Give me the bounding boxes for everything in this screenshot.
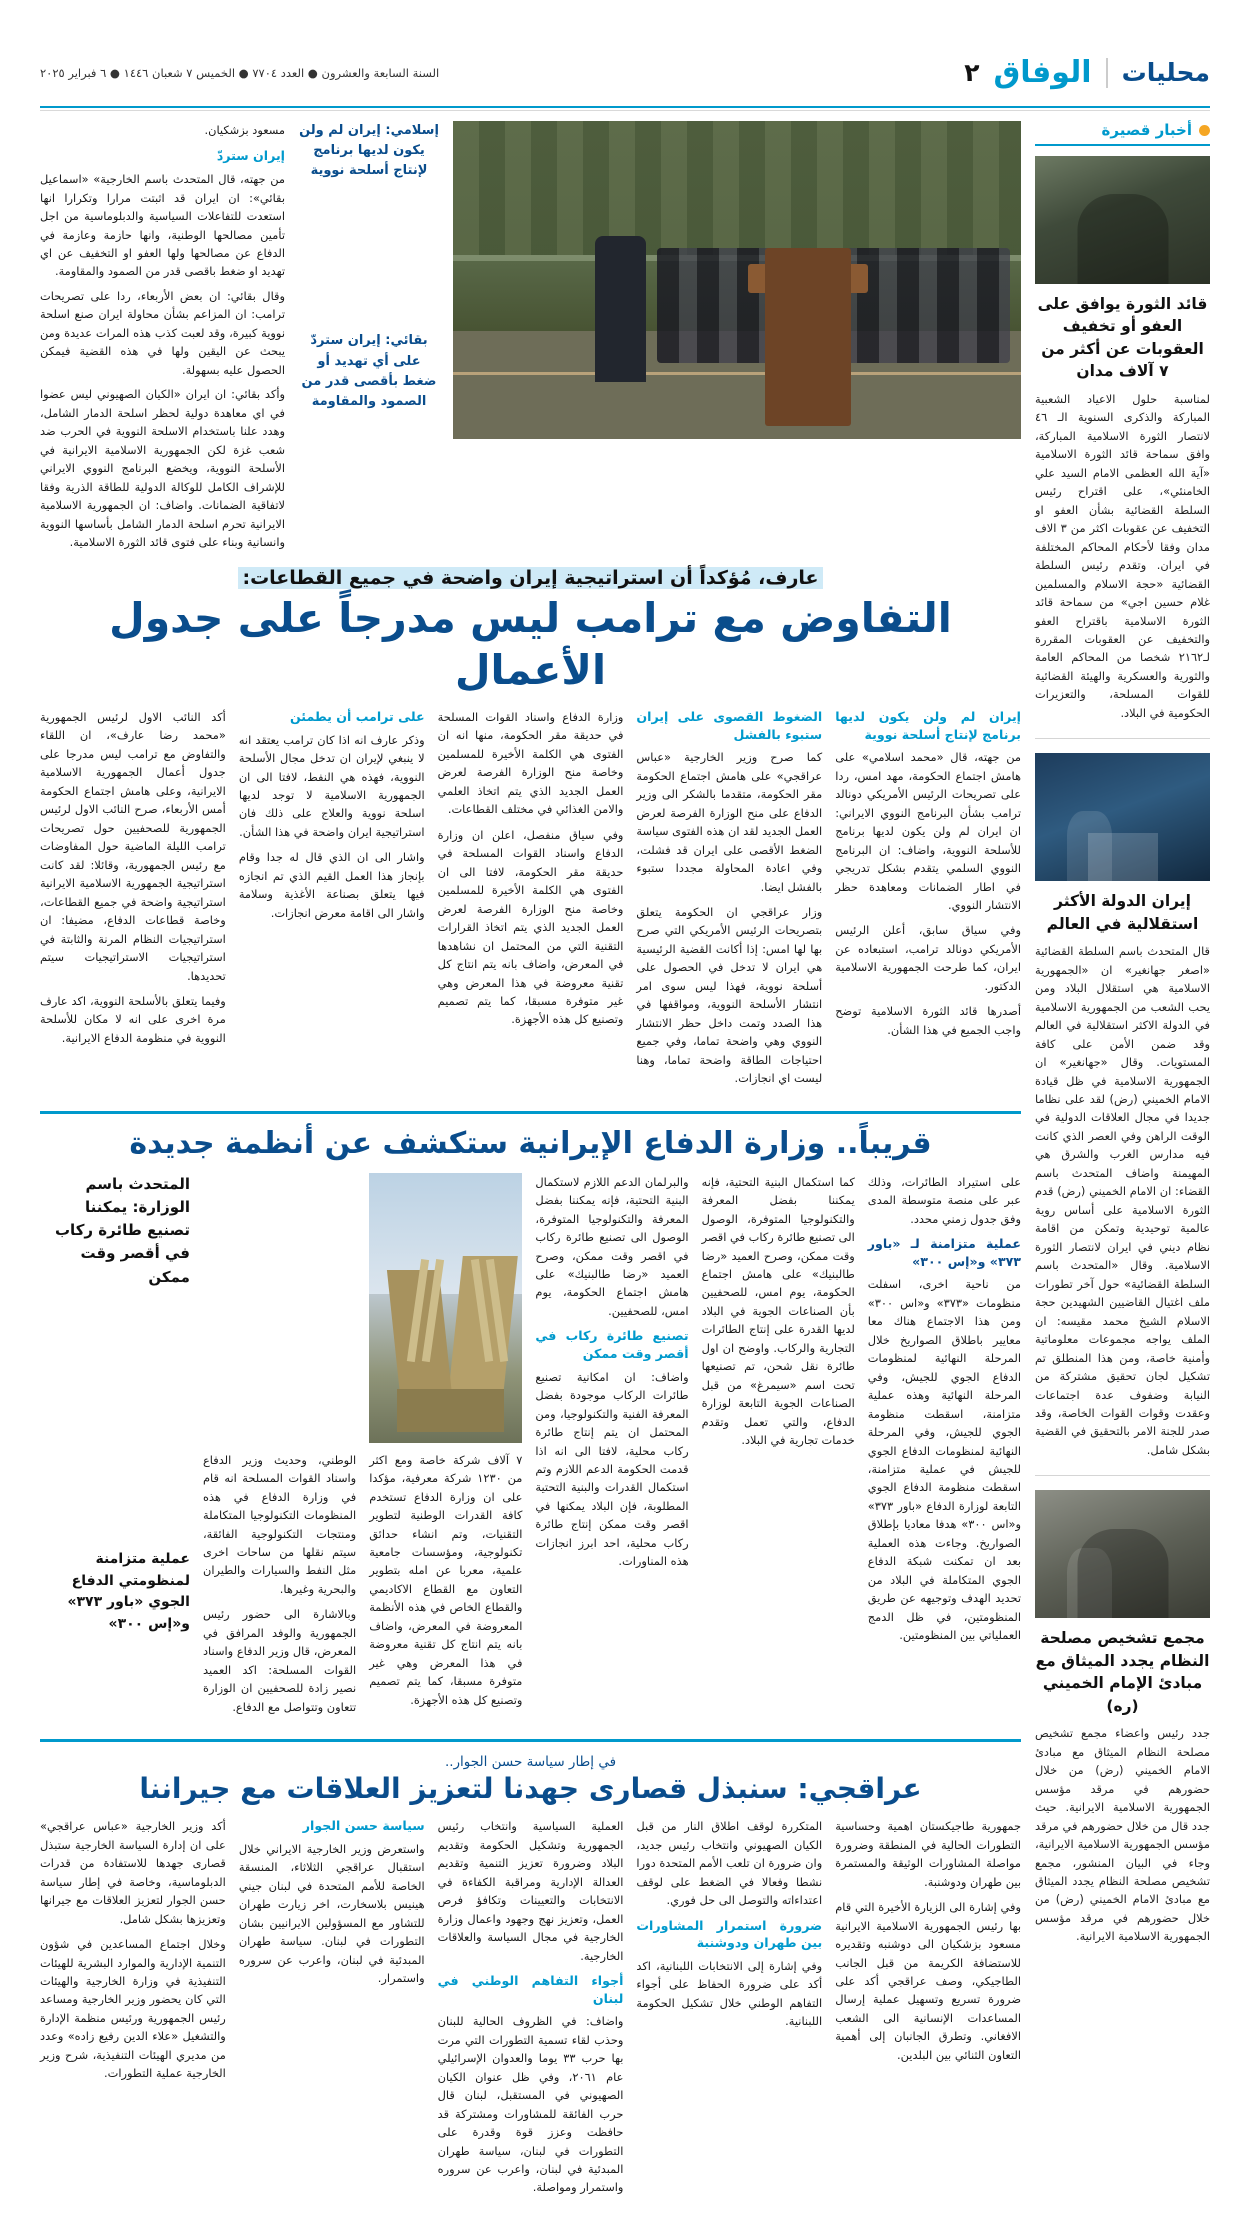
sidebar-divider [1035, 1475, 1210, 1476]
sidebar-photo-assembly [1035, 1490, 1210, 1618]
story2-col-4 [369, 1173, 522, 1724]
col-para: وذكر عارف انه اذا كان ترامب يعتقد انه لا ينبغي لإيران ان تدخل مجال الأسلحة النووية، فهذه هي النفط، لافتا الى ان الجمهورية الاسلامية لا توجد لديها اسلحة نووية والعلاج على ذلك فان استراتيجية ايران واضحة في هذا الشأن. [238, 732, 425, 839]
col-para: وفي إشارة الى الزيارة الأخيرة التي قام بها رئيس الجمهورية الاسلامية الايرانية مسعود بزشكيان الى دوشنبه وتقديره للاستضافة الكريمة من قبل الجانب الطاجيكي، وصف عراقجي أكد على ضرورة تسريع وتسهيل عملية إرسال المساعدات الإنسانية الى الشعب الافغاني. وتطرق الجانبان إلى أهمية التعاون الثنائي بين البلدين. [835, 1900, 1021, 2062]
top-story-columns [40, 708, 1021, 1095]
story3-col-1 [835, 1817, 1021, 2204]
sidebar-item-text: لمناسبة حلول الاعياد الشعبية المباركة والذكرى السنوية الـ ٤٦ لانتصار الثورة الاسلامية المباركة، وافق سماحة قائد الثورة الاسلامية «آية الله العظمى الامام السيد علي الخامنئي»، على اقتراح رئيس السلطة القضائية بشأن العفو او التخفيف عن عقوبات اكثر من ٣ الاف مدان وفقا لأحكام المحاكم المختلفة في ايران. وتقدم رئيس السلطة القضائية «حجة الاسلام والمسلمين غلام حسين اجي» من سماحة قائد الثورة الاسلامية باقتراح العفو والتخفيف عن العقوبات المقررة لـ٢١٦٢ شخصا من المحاكم العامة والثورية والعسكرية والهيئة القضائية للقوات المسلحة، والتعزيرات الحكومية في البلاد. [1035, 391, 1210, 720]
top-col-5 [40, 708, 226, 1095]
col-para: أكد النائب الاول لرئيس الجمهورية «محمد رضا عارف»، ان اللقاء والتفاوض مع ترامب ليس مدرجا على جدول أعمال الجمهورية الاسلامية الايرانية، وعلى هامش اجتماع الحكومة أمس الأربعاء، صرح النائب الاول لرئيس الجمهورية للصحفيين حول تصريحات ترامب الليلة الماضية حول المفاوضات مع رئيس الجمهورية، وقائلا: لقد كانت استراتيجية الجمهورية الاسلامية الايرانية استراتيجية واضحة في جميع القطاعات، وخاصة قطاعات الدفاع، مضيفا: ان استراتيجيات النظام المرنة والثابتة في استراتيجيات الاستراتيجيات سيتم تحديدها. [40, 709, 226, 983]
side-para-3: وأكد بقائي: ان ايران «الكيان الصهيوني ليس عضوا في اي معاهدة دولية لحظر اسلحة الدمار الشامل، وهدد علنا باستخدام الاسلحة النووية في الحرب ضد شعب غزة لكن الجمهورية الاسلامية الايرانية في الأسلحة النووية، ويخضع البرنامج النووي الايراني للإشراف الكامل للوكالة الدولية للطاقة الذرية وفقا لاتفاقية الضمانات. واضاف: ان الجمهورية الاسلامية الايرانية تحرم اسلحة الدمار الشامل بأساسها النووية وانسانية وبناء على فتوى قائد الثورة الاسلامية. [40, 387, 285, 549]
col-subhead: سياسة حسن الجوار [302, 1818, 425, 1834]
col-para: والبرلمان الدعم اللازم لاستكمال البنية التحتية، فإنه يمكننا بفضل المعرفة والتكنولوجيا المتوفرة، الوصول الى تصنيع طائرة ركاب في اقصر وقت ممكن، وصرح العميد «رضا طالبنيك» على هامش اجتماع الحكومة، يوم امس، للصحفيين. [535, 1174, 689, 1318]
story3-col-3 [438, 1817, 624, 2204]
top-story-side-text [40, 121, 285, 551]
sidebar-divider [1035, 738, 1210, 739]
col-para: جمهورية طاجيكستان اهمية وحساسية التطورات الحالية في المنطقة وضرورة مواصلة المشاورات الوثيقة والمستمرة بين طهران ودوشنبة. [835, 1819, 1021, 1889]
masthead-rule [40, 106, 1210, 108]
caption-kicker: إسلامي: إيران لم ولن يكون لديها برنامج لإنتاج أسلحة نووية [299, 123, 439, 179]
col-subhead: أجواء التفاهم الوطني في لبنان [437, 1972, 624, 2006]
sidebar-short-news [1035, 121, 1210, 2204]
paper-name: الوفاق [993, 55, 1092, 90]
col-para: الوطني، وحديث وزير الدفاع واسناد القوات المسلحة انه قام في وزارة الدفاع في هذه المنظومات التكنولوجيا المتكاملة ومنتجات التكنولوجية الفائقة، سيتم نقلها من ساحات اخرى مثل النفط والسيارات والطيران والبحرية وغيرها. [202, 1452, 357, 1596]
col-para: وزار عراقجي ان الحكومة يتعلق بتصريحات الرئيس الأمريكي التي صرح بها لها امس: إذا أكانت القضية الرئيسية هي ايران لا تدخل في الحصول على أسلحة نووية، فهذا ليس سوى امر انتشار الأسلحة النووية، ومواقفها في هذا الصدد وتمت داخل حظر الانتشار النووي وهي واضحة تماما، وفي جميع احتياجات الطاقة واضحة تماما، وهنا ليست اي انجازات. [636, 904, 823, 1086]
story2-block [40, 1173, 1021, 1724]
col-para: وفي سياق منفصل، اعلن ان وزارة الدفاع واسناد القوات المسلحة في حديقة مقر الحكومة، لافتا الى ان الفتوى هي الكلمة الأخيرة للمسلمين وخاصة منح الوزارة الفرصة لعرض العمل الجديد الذي يتم اتخاذ القرارات التقنية التي من المحتمل ان نشاهدها في المعرض، واضاف بانه يتم انتاج كل تقنية معروضة في هذا المعرض وهي غير متوفرة مسبقا، كما يتم تصميم وتصنيع كل هذه الأجهزة. [437, 827, 624, 1027]
story3-kicker: في إطار سياسة حسن الجوار.. [444, 1754, 617, 1771]
col-para: ٧ آلاف شركة خاصة ومع اكثر من ١٢٣٠ شركة معرفية، مؤكدا على ان وزارة الدفاع تستخدم كافة القدرات الوطنية لتطوير التقنيات، وتم انشاء حدائق تكنولوجية، ومؤسسات جامعية علمية، معربا عن امله بتطوير التعاون مع القطاع الاكاديمي والقطاع الخاص في هذه الأنظمة المعروضة في المعرض، واضاف بانه يتم انتاج كل تقنية معروضة في هذا المعرض وهي غير متوفرة مسبقا، كما يتم تصميم وتصنيع كل هذه الأجهزة. [369, 1452, 523, 1707]
sidebar-item-3[interactable] [1035, 1490, 1210, 1946]
top-story-block [40, 121, 1021, 551]
story2-lead-col [40, 1173, 190, 1724]
story3-headline: عراقجي: سنبذل قصارى جهدنا لتعزيز العلاقات مع جيراننا [139, 1772, 922, 1806]
side-subhead: إيران ستردّ [216, 148, 285, 164]
col-para: من ناحية اخرى، اسفلت منظومات «٣٧٣» و«اس ٣٠٠» ومن هذا الاجتماع هناك معا معايير باطلاق الصواريخ خلال المرحلة النهائية لمنظومات الدفاع الجوي للجيش، وفي المرحلة النهائية وهذه عملية متزامنة، اسقطت منظومة الجوي للجيش، وفي المرحلة النهائية لمنظومات الدفاع الجوي للجيش في عملية متزامنة، اسقطت منظومة الدفاع الجوي التابعة لوزارة الدفاع «باور ٣٧٣» و«اس ٣٠٠» هدفا معاديا بإطلاق الصواريخ. وجاءت هذه العملية بعد ان تمكنت شبكة الدفاع الجوي المتكاملة في البلاد من تحديد الهدف وتوجيهه عن طريق المنظومتين، في ظل الدمج العملياتي بين المنظومتين. [867, 1277, 1022, 1643]
col-para: واشار الى ان الذي قال له جدا وقام بإنجاز هذا العمل القيم الذي تم انجازه فيها يتعلق بصناعة الأغذية وسلامة واشار الى اقامة معرض انجازات. [238, 850, 425, 920]
caption-lead: بقائي: إيران ستردّ على أي تهديد أو ضغط بأقصى قدر من الصمود والمقاومة [301, 333, 437, 409]
side-note: مسعود بزشكيان. [204, 123, 285, 137]
section-divider-2 [40, 1739, 1021, 1742]
masthead-brand [964, 55, 1210, 90]
story2-col-2 [702, 1173, 855, 1724]
story3-columns [40, 1817, 1021, 2204]
story3-col-4 [239, 1817, 425, 2204]
sidebar-item-text: قال المتحدث باسم السلطة القضائية «اصغر جهانغير» ان «الجمهورية الاسلامية هي استقلال البلاد ومن يحب الشعب من الجمهورية الاسلامية في الدولة الاكثر استقلالية في العالم وقد ضمن الأمن على كافة المستويات. وقال «جهانغير» ان الجمهورية الاسلامية في ظل قيادة الامام الخميني (رض) لقد على نظاما جديدا في مجال العلاقات الدولية في الوقت الراهن وفي العصر الذي كانت فيه مدارس الغرب والشرق هي المهيمنة واضاف المتحدث باسم القضاء: ان الامام الخميني (رض) قدم الثورة الاسلامية على أساس روية عالمية توحيدية وتمكن من اقامة نظام ديني في ايران لانتصار الثورة الاسلامية. وقال «المتحدث باسم السلطة القضائية» حول آخر تطورات ملف اغتيال القاضيين الشهيدين حجة الاسلام الشيخ محمد مقيسه: ان الملف يواجه مجموعات معلوماتية وأمنية خاصة، ومن هذا المنطلق تم تشكيل لجان تحقيق مشتركة من النيابة وضفوف عدة اجتماعات وعقدت وقوات القوات الخاصة، وقد صدر للجنة الامر بالتحقيق في القضية بشكل شامل. [1035, 944, 1210, 1457]
col-para: وفي إشارة إلى الانتخابات اللبنانية، اكد أكد على ضرورة الحفاظ على أجواء التفاهم الوطني خلال تشكيل الحكومة اللبنانية. [636, 1958, 823, 2029]
col-note: أصدرها قائد الثورة الاسلامية توضح واجب الجميع في هذا الشأن. [835, 1004, 1021, 1037]
top-story-headline: التفاوض مع ترامب ليس مدرجاً على جدول الأعمال [109, 594, 952, 694]
top-story-photo-wrap [453, 121, 1021, 439]
side-para-2: وقال بقائي: ان بعض الأربعاء، ردا على تصريحات ترامب: ان المزاعم بشأن محاولة ايران صنع اسلحة نووية كبيرة، وقد لعبت كذب هذه المرات عديدة ومن يبحث عن اليقين ولها في هذه القضية فيمكن الحصول عليه بسهولة. [40, 288, 285, 377]
masthead-divider [1106, 58, 1108, 88]
col-para: واستعرض وزير الخارجية الايراني خلال استقبال عراقجي الثلاثاء، المنسقة الخاصة للأمم المتحدة في لبنان جيني هينيس بلاسخارت، اخر زيارت طهران للتشاور مع المسؤولين الايرانيين بشان التطورات في لبنان. سياسة طهران المبدئية في لبنان، واعرب عن سروره واستمرار. [238, 1841, 425, 1986]
col-subhead: عملية متزامنة لـ «باور ٣٧٣» و«إس ٣٠٠» [867, 1236, 1021, 1269]
top-col-4 [239, 708, 425, 1095]
col-para: من جهته، قال «محمد اسلامي» على هامش اجتماع الحكومة، مهد امس، ردا على تصريحات الرئيس الأمريكي دونالد ترامب بشأن البرنامج النووي الايراني: ان ايران لم ولن يكون لديها برنامج للأسلحة النووية، واضاف: ان البرنامج النووي السلمي يتقدم بشكل تدريجي في اطار الضمانات ومعاهدة حظر الانتشار النووي. [835, 750, 1021, 912]
col-para: العملية السياسية وانتخاب رئيس الجمهورية وتشكيل الحكومة وتقديم البلاد وضرورة تعزيز التنمية وتقديم العدالة الإدارية ومراقبة الكفاءة في الانتخابات والتعيينات وتكافؤ فرص العمل، وتعزيز نهج وجهود واعمال وزارة الخارجية في مجال السياسة والعلاقات الخارجية. [437, 1819, 624, 1963]
page-number: ٢ [964, 58, 980, 87]
col-para: وفي سياق سابق، أعلن الرئيس الأمريكي دونالد ترامب، استبعاده عن ايران، كما طرحت الجمهورية الاسلامية الدكتور. [835, 923, 1021, 993]
masthead [0, 0, 1250, 100]
story2-photo-air-defense [369, 1173, 522, 1443]
sidebar-photo-khamenei [1035, 156, 1210, 284]
story2-lead: المتحدث باسم الوزارة: يمكننا تصنيع طائرة ركاب في أقصر وقت ممكن [54, 1174, 190, 1286]
col-subhead: على ترامب أن يطمئن [289, 708, 425, 724]
col-para: وزارة الدفاع واسناد القوات المسلحة في حديقة مقر الحكومة، منها انه ان الفتوى هي الكلمة الأخيرة للمسلمين وخاصة منح الوزارة الفرصة لعرض العمل الجديد الذي يتم اتخاذ العلمي والامن الغذائي في مختلف القطاعات. [437, 709, 624, 817]
sidebar-item-title: إيران الدولة الأكثر استقلالية في العالم [1046, 892, 1199, 933]
col-para: كما صرح وزير الخارجية «عباس عراقجي» على هامش اجتماع الحكومة مقر الحكومة، متقدما بالشكر الى وزير الدفاع على منح الوزارة الفرصة لعرض العمل الجديد لقد ان هذه الفتوى سياسة الضغط الأقصى على ايران قد فشلت، وفي اعادة المحاولة مجددا ستبوء بالفشل ايضا. [636, 750, 823, 894]
col-para: وفيما يتعلق بالأسلحة النووية، اكد عارف مرة اخرى على انه لا مكان للأسلحة النووية في منظومة الدفاع الايرانية. [40, 994, 226, 1045]
sidebar-item-text: جدد رئيس واعضاء مجمع تشخيص مصلحة النظام الميثاق مع مبادئ الامام الخميني (رض) من خلال حضورهم في مرقد مؤسس الجمهورية الاسلامية الايرانية. حيث جدد قال من خلال حضورهم في مرقد مؤسس الجمهورية الاسلامية الايرانية، وجاء في البيان المنشور، مجمع تشخيص مصلحة النظام يجدد الميثاق مع مبادئ الامام الخميني (رض) من خلال حضورهم في مرقد مؤسس الجمهورية الاسلامية الايرانية. [1035, 1726, 1210, 1944]
col-para: على استيراد الطائرات، وذلك عبر على منصة متوسطة المدى وفق جدول زمني محدد. [867, 1174, 1021, 1226]
top-col-2 [636, 708, 822, 1095]
section-name: محليات [1121, 58, 1210, 87]
col-subhead: تصنيع طائرة ركاب في أقصر وقت ممكن [535, 1328, 689, 1362]
col-subhead: ضرورة استمرار المشاورات بين طهران ودوشنبة [636, 1917, 823, 1951]
section-divider-1 [40, 1111, 1021, 1114]
sidebar-header [1035, 121, 1210, 146]
story2-col-5 [203, 1173, 356, 1724]
col-para: واضاف: في الظروف الحالية للبنان وحذب لقاء تسمية التطورات التي مرت بها حرب ٣٣ يوما والعدوان الإسرائيلي عام ٢٠٦١، وفي ظل عنوان الكيان الصهيوني في المستقبل، لبنان قال حرب الفائقة للمشاورات ومشتركة قد حافظت وعزز قوة وقدرة على التطورات في لبنان، سياسة طهران المبدئية في لبنان، واعرب عن سروره واستمرار ومواصلة. [437, 2014, 624, 2195]
main-column [40, 121, 1021, 2204]
side-para-1: من جهته، قال المتحدث باسم الخارجية» «اسماعيل بقائي»: ان ايران قد اثبتت مرارا وتكرارا انها استعدت للتفاعلات السياسية والدبلوماسية من اجل تأمين مصالحها الوطنية، وانها حازمة وعازمة في الدفاع عن مصالحها ولها العفو او التخفيف عن اي تهديد او ضغط باقصى قدر من الصمود والمقاومة. [40, 172, 285, 279]
col-subhead: إيران لم ولن يكون لديها برنامج لإنتاج أسلحة نووية [835, 708, 1021, 742]
story3-col-5 [40, 1817, 226, 2204]
sidebar-photo-podium [1035, 753, 1210, 881]
col-para: وبالاشارة الى حضور رئيس الجمهورية والوفد المرافق في المعرض، قال وزير الدفاع واسناد القوات المسلحة: اكد العميد نصير زادة للصحفيين ان الوزارة تتعاون وتتواصل مع الدفاع. [202, 1607, 357, 1714]
sidebar-item-title: قائد الثورة يوافق على العفو أو تخفيف العقوبات عن أكثر من ٧ آلاف مدان [1037, 295, 1208, 381]
top-story-caption-col [299, 121, 439, 412]
sidebar-item-title: مجمع تشخيص مصلحة النظام يجدد الميثاق مع مبادئ الإمام الخميني (ره) [1035, 1629, 1210, 1715]
story3-col-2 [636, 1817, 822, 2204]
sidebar-title: أخبار قصيرة [1101, 121, 1192, 139]
masthead-meta: السنة السابعة والعشرون ● العدد ٧٧٠٤ ● الخميس ٧ شعبان ١٤٤٦ ● ٦ فبراير ٢٠٢٥ [40, 65, 440, 80]
top-col-1 [835, 708, 1021, 1095]
top-story-kicker [40, 567, 1021, 589]
story2-lead-2: عملية متزامنة لمنظومتي الدفاع الجوي «باور ٣٧٣» و«إس ٣٠٠» [67, 1550, 190, 1632]
col-subhead: الضغوط القصوى على إيران ستبوء بالفشل [636, 708, 823, 742]
story2-headline: قريباً.. وزارة الدفاع الإيرانية ستكشف عن أنظمة جديدة [129, 1125, 932, 1161]
col-para: المتكررة لوقف اطلاق النار من قبل الكيان الصهيوني وانتخاب رئيس جديد، وان ضرورة ان تلعب الأمم المتحدة دورا نشطا وفعالا في الضغط على لوقف اعتداءاته والتوصل الى حل فوري. [636, 1819, 823, 1908]
top-story-photo [453, 121, 1021, 439]
bullet-icon [1199, 125, 1210, 136]
page-content [0, 111, 1250, 2224]
top-story-kicker-text: عارف، مُؤكداً أن استراتيجية إيران واضحة في جميع القطاعات: [238, 567, 822, 589]
col-para: واضاف: ان امكانية تصنيع طائرات الركاب موجودة بفضل المعرفة الفنية والتكنولوجيا، ومن المحتمل ان يتم إنتاج طائرة ركاب محلية، لافتا الى انه اذا قدمت الحكومة الدعم اللازم وتم استكمال القدرات والبنية التحتية المطلوبة، فإن البلاد يمكنها في اقصر وقت ممكن إنتاج طائرة ركاب محلية، احد ابرز انجازات هذه المناورات. [535, 1369, 689, 1569]
col-para: وخلال اجتماع المساعدين في شؤون التنمية الإدارية والموارد البشرية للهيئات التنفيذية في وزارة الخارجية والهيئات التي كان يحضور وزير الخارجية ومساعد رئيس الجمهورية ورئيس منظمة الإدارة والتشغيل «علاء الدين رفيع زاده» وعدد من مديري الهيئات التنفيذية، شرح وزير الخارجية عملية التطورات. [40, 1937, 226, 2081]
top-col-3 [438, 708, 624, 1095]
sidebar-item-2[interactable] [1035, 753, 1210, 1459]
story2-col-3 [535, 1173, 688, 1724]
story2-col-1 [868, 1173, 1021, 1724]
sidebar-item-1[interactable] [1035, 156, 1210, 722]
col-para: كما استكمال البنية التحتية، فإنه يمكننا بفضل المعرفة والتكنولوجيا المتوفرة، الوصول الى تصنيع طائرة ركاب في اقصر وقت ممكن، وصرح العميد «رضا طالبنيك» على هامش اجتماع الحكومة، يوم امس، للصحفيين بأن الصناعات الجوية في البلاد لديها القدرة على إنتاج الطائرات التجارية والركاب. واوضح ان اول طائرة نقل شحن، تم تصنيعها تحت اسم «سيمرغ» من قبل الصناعات الجوية التابعة لوزارة الدفاع، والتي تعمل وتقدم خدمات تجارية في البلاد. [701, 1174, 855, 1448]
col-para: أكد وزير الخارجية «عباس عراقجي» على ان إدارة السياسة الخارجية ستبذل قصارى جهدها للاستفادة من قدرات الدبلوماسية، وخاصة في إطار سياسة حسن الجوار لتعزيز العلاقات مع جيرانها وتعزيزها بشكل شامل. [40, 1819, 226, 1926]
